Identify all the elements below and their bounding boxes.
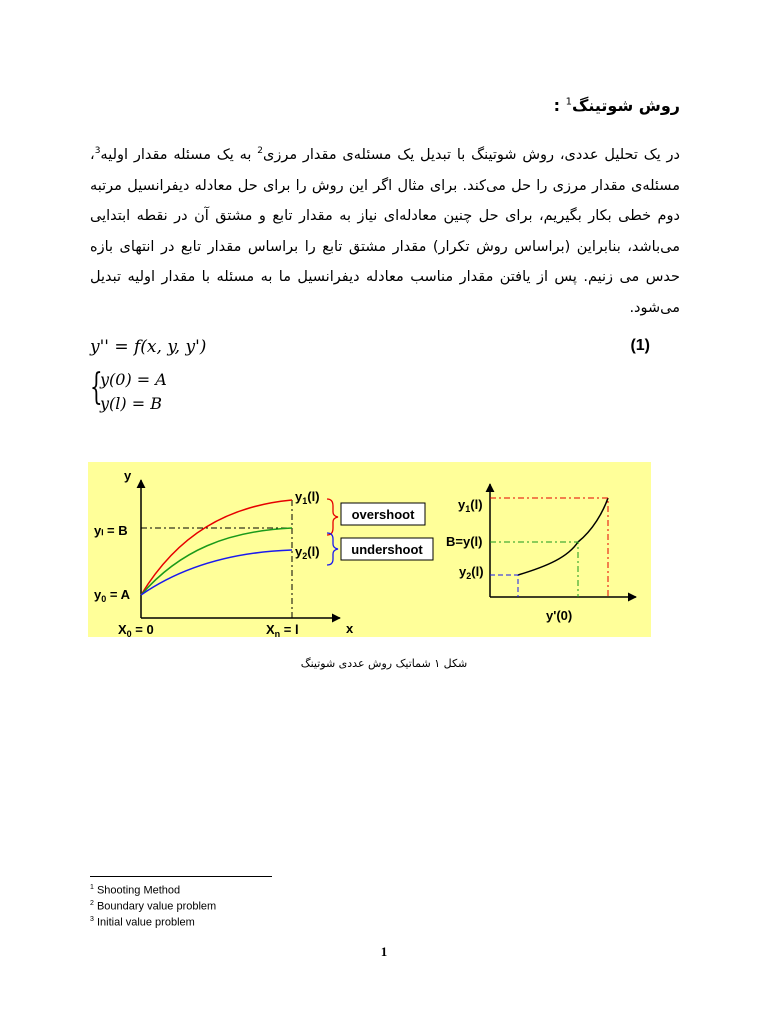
body-paragraph [90, 140, 680, 323]
footnote-ref[interactable]: 3 [94, 146, 101, 157]
undershoot-label: undershoot [351, 542, 423, 557]
footnote-text: Shooting Method [96, 884, 181, 897]
equation-row [90, 337, 650, 363]
right-y2-label: $y_2(l)$ [459, 564, 484, 581]
heading-colon: : [553, 96, 561, 115]
footnote-number: 3 [90, 916, 94, 923]
equation-number: (1) [630, 337, 650, 354]
y-axis-label: y [124, 468, 132, 483]
x-start-label: $X_0 = 0$ [118, 622, 154, 637]
right-b-label: B=y(l) [446, 534, 483, 549]
heading-text: روش شوتینگ [571, 96, 680, 115]
overshoot-label: overshoot [351, 507, 415, 522]
right-x-label: y'(0) [546, 608, 573, 623]
page-number: 1 [380, 944, 388, 959]
target-value-label: yₗ = B [94, 523, 128, 538]
shooting-method-figure [88, 462, 651, 637]
footnote-separator [90, 876, 272, 877]
paragraph-text: ، مسئله‌ی مقدار مرزی را حل می‌کند. برای مثال اگر این روش را برای حل معادله دیفرانسیل مرتبه دوم خطی بکار بگیریم، برای حل چنین معادله‌ای نیاز به مقدار تابع و مشتق آن در نقطه ابتدایی می‌باشد، بنابراین (براساس روش تکرار) مقدار مشتق تابع را براساس مقدار تابع در انتهای بازه حدس می زنیم. پس از یافتن مقدار مناسب معادله دیفرانسیل ما به مسئله با مقدار اولیه تبدیل می‌شود. [90, 147, 680, 316]
initial-value-label: $y_0 = A$ [94, 587, 130, 604]
right-y1-label: $y_1(l)$ [458, 497, 483, 514]
y1-label: $y_1(l)$ [295, 489, 320, 506]
y2-label: $y_2(l)$ [295, 544, 320, 561]
footnote [90, 900, 216, 913]
paragraph-text: در یک تحلیل عددی، روش شوتینگ با تبدیل یک مسئله‌ی مقدار مرزی [262, 147, 680, 163]
section-heading [554, 96, 680, 115]
footnote [90, 884, 180, 897]
footnote-ref[interactable]: 2 [257, 146, 263, 157]
curly-brace: { [90, 367, 103, 408]
footnote-ref[interactable]: 1 [565, 96, 572, 108]
x-axis-label: x [346, 621, 354, 636]
condition-line: y(0) = A [100, 370, 167, 389]
condition-line: y(l) = B [100, 394, 162, 413]
x-end-label: $X_n = l$ [266, 622, 299, 637]
equation: y'' = f(x, y, y') [90, 337, 207, 357]
footnote-number: 1 [90, 884, 94, 891]
figure-caption: شکل ۱ شماتیک روش عددی شوتینگ [300, 657, 468, 670]
paragraph-text: به یک مسئله مقدار اولیه [100, 147, 258, 163]
footnote-number: 2 [90, 900, 94, 907]
footnote-text: Boundary value problem [96, 900, 217, 913]
footnote [90, 916, 195, 929]
footnote-text: Initial value problem [96, 916, 195, 929]
